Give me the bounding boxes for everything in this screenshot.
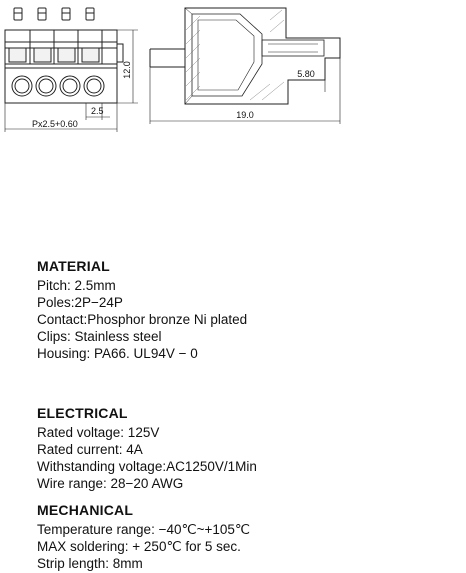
rated-voltage: Rated voltage: 125V xyxy=(37,425,160,440)
material-heading: MATERIAL xyxy=(37,258,110,274)
electrical-section xyxy=(37,405,457,492)
wire-range: Wire range: 28−20 AWG xyxy=(37,476,184,491)
screw-top-icons xyxy=(14,8,94,20)
material-housing: Housing: PA66. UL94V − 0 xyxy=(37,346,198,361)
material-poles: Poles:2P−24P xyxy=(37,295,123,310)
side-view xyxy=(150,8,340,124)
dim-length-label: 19.0 xyxy=(236,110,254,120)
mechanical-heading: MECHANICAL xyxy=(37,502,134,518)
material-pitch: Pitch: 2.5mm xyxy=(37,278,116,293)
technical-drawing xyxy=(0,0,466,140)
dim-strip-label: 5.80 xyxy=(297,69,315,79)
dim-total-width-label: Px2.5+0.60 xyxy=(32,119,78,129)
strip-length: Strip length: 8mm xyxy=(37,556,143,571)
dim-pitch-label: 2.5 xyxy=(91,106,104,116)
temperature-range: Temperature range: −40℃~+105℃ xyxy=(37,522,251,537)
rated-current: Rated current: 4A xyxy=(37,442,143,457)
dim-height-label: 12.0 xyxy=(122,61,132,79)
mechanical-section xyxy=(37,502,457,572)
withstanding-voltage: Withstanding voltage:AC1250V/1Min xyxy=(37,459,257,474)
housing-outline xyxy=(5,30,117,103)
electrical-heading: ELECTRICAL xyxy=(37,405,128,421)
material-contact: Contact:Phosphor bronze Ni plated xyxy=(37,312,248,327)
material-clips: Clips: Stainless steel xyxy=(37,329,162,344)
max-soldering: MAX soldering: + 250℃ for 5 sec. xyxy=(37,539,241,554)
wire-hole-icons xyxy=(12,76,104,96)
material-section xyxy=(37,258,457,362)
front-view xyxy=(5,8,138,132)
